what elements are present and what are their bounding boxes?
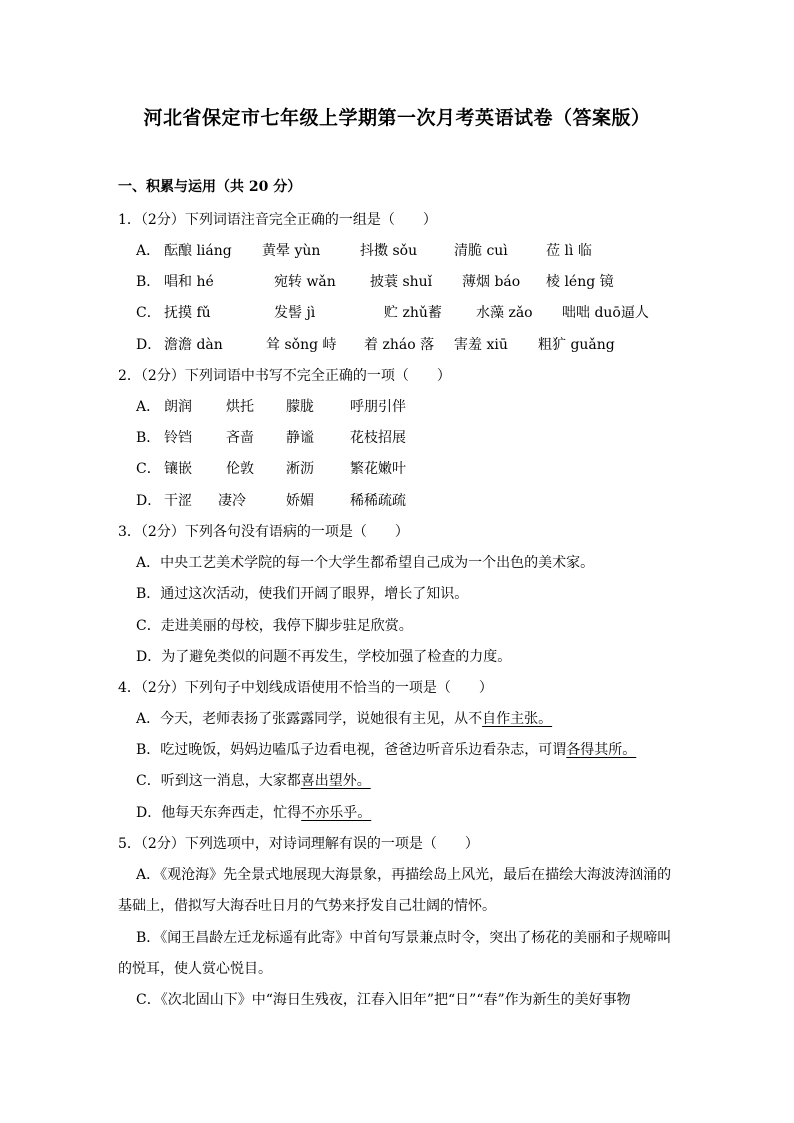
q1-a-item: 黄晕 yùn <box>262 243 321 259</box>
q5-option-b-line1: B．《闻王昌龄左迁龙标遥有此寄》中首句写景兼点时令，突出了杨花的美丽和子规啼叫 <box>136 930 672 946</box>
q4-option-a <box>136 708 552 728</box>
q4-option-b-idiom: 各得其所。 <box>566 742 637 758</box>
q1-b-item: 唱和 hé <box>164 274 214 290</box>
q2-a-item: 烘托 <box>226 399 254 415</box>
question-4-stem: 4．（2分）下列句子中划线成语使用不恰当的一项是（ ） <box>118 680 493 696</box>
q2-a-item: 朦胧 <box>286 399 314 415</box>
q4-option-c <box>136 770 371 790</box>
q2-b-item: 花枝招展 <box>350 430 406 446</box>
q1-c-item: 贮 zhǔ蓄 <box>384 305 442 321</box>
q4-option-d <box>136 802 371 822</box>
q5-option-b-line2: 的悦耳，使人赏心悦目。 <box>118 961 272 977</box>
section-heading: 一、积累与运用（共 20 分） <box>118 179 302 195</box>
q1-a-item: 清脆 cuì <box>454 243 508 259</box>
q1-d-item: 害羞 xiū <box>454 337 508 353</box>
q5-option-c-line1: C．《次北固山下》中“海日生残夜，江春入旧年”把“日”“春”作为新生的美好事物 <box>136 992 631 1008</box>
q1-b-item: 棱 léng 镜 <box>546 274 614 290</box>
q4-option-b-text: B．吃过晚饭，妈妈边嗑瓜子边看电视，爸爸边听音乐边看杂志，可谓 <box>136 742 567 758</box>
q2-b-item: 静谧 <box>286 430 314 446</box>
q2-b-item: 铃铛 <box>164 430 192 446</box>
q1-option-d-label: D． <box>136 337 162 353</box>
q4-option-b <box>136 739 636 759</box>
q1-d-item: 耸 sǒng 峙 <box>266 337 337 353</box>
q3-option-b: B．通过这次活动，使我们开阔了眼界，增长了知识。 <box>136 586 469 602</box>
question-3-stem: 3．（2分）下列各句没有语病的一项是（ ） <box>118 524 409 540</box>
q5-option-a-line2: 基础上，借拟写大海吞吐日月的气势来抒发自己壮阔的情怀。 <box>118 898 496 914</box>
q2-option-b-label: B． <box>136 430 161 446</box>
q2-a-item: 朗润 <box>164 399 192 415</box>
question-1-stem: 1．（2分）下列词语注音完全正确的一组是（ ） <box>118 212 437 228</box>
q1-option-a-label: A． <box>136 243 161 259</box>
q4-option-a-text: A．今天，老师表扬了张露露同学，说她很有主见，从不 <box>136 711 483 727</box>
q4-option-d-idiom: 不亦乐乎。 <box>301 805 372 821</box>
q2-option-d-label: D． <box>136 493 162 509</box>
q1-c-item: 发髻 jì <box>274 305 316 321</box>
q1-a-item: 莅 lì 临 <box>546 243 592 259</box>
question-2-stem: 2．（2分）下列词语中书写不完全正确的一项（ ） <box>118 368 451 384</box>
q1-d-item: 粗犷 guǎng <box>538 337 615 353</box>
q2-d-item: 稀稀疏疏 <box>350 493 406 509</box>
q1-option-b-label: B． <box>136 274 161 290</box>
q1-c-item: 水藻 zǎo <box>476 305 533 321</box>
q3-option-d: D．为了避免类似的问题不再发生，学校加强了检查的力度。 <box>136 649 512 665</box>
q2-a-item: 呼朋引伴 <box>350 399 406 415</box>
q4-option-a-idiom: 自作主张。 <box>482 711 553 727</box>
q2-c-item: 淅沥 <box>286 461 314 477</box>
q3-option-c: C．走进美丽的母校，我停下脚步驻足欣赏。 <box>136 618 413 634</box>
q2-option-c-label: C． <box>136 461 161 477</box>
q2-d-item: 干涩 <box>164 493 192 509</box>
q1-b-item: 宛转 wǎn <box>274 274 336 290</box>
q3-option-a: A．中央工艺美术学院的每一个大学生都希望自己成为一个出色的美术家。 <box>136 555 595 571</box>
q2-c-item: 繁花嫩叶 <box>350 461 406 477</box>
q2-d-item: 凄冷 <box>218 493 246 509</box>
q2-c-item: 伦敦 <box>226 461 254 477</box>
q2-c-item: 镶嵌 <box>164 461 192 477</box>
question-5-stem: 5．（2分）下列选项中，对诗词理解有误的一项是（ ） <box>118 836 479 852</box>
q2-b-item: 吝啬 <box>226 430 254 446</box>
q1-d-item: 着 zháo 落 <box>364 337 435 353</box>
q4-option-d-text: D．他每天东奔西走，忙得 <box>136 805 302 821</box>
q1-option-c-label: C． <box>136 305 161 321</box>
q4-option-c-text: C．听到这一消息，大家都 <box>136 773 301 789</box>
q1-d-item: 澹澹 dàn <box>164 337 223 353</box>
q1-b-item: 薄烟 báo <box>462 274 521 290</box>
q1-c-item: 咄咄 duō逼人 <box>562 305 649 321</box>
q1-c-item: 抚摸 fǔ <box>164 305 211 321</box>
q5-option-a-line1: A．《观沧海》先全景式地展现大海景象，再描绘岛上风光，最后在描绘大海波涛汹涌的 <box>136 867 672 883</box>
q1-b-item: 披蓑 shuǐ <box>370 274 433 290</box>
q1-a-item: 酝酿 liáng <box>164 243 232 259</box>
page-title: 河北省保定市七年级上学期第一次月考英语试卷（答案版） <box>143 107 651 129</box>
q4-option-c-idiom: 喜出望外。 <box>300 773 371 789</box>
q2-d-item: 娇媚 <box>286 493 314 509</box>
q2-option-a-label: A． <box>136 399 161 415</box>
q1-a-item: 抖擞 sǒu <box>360 243 418 259</box>
